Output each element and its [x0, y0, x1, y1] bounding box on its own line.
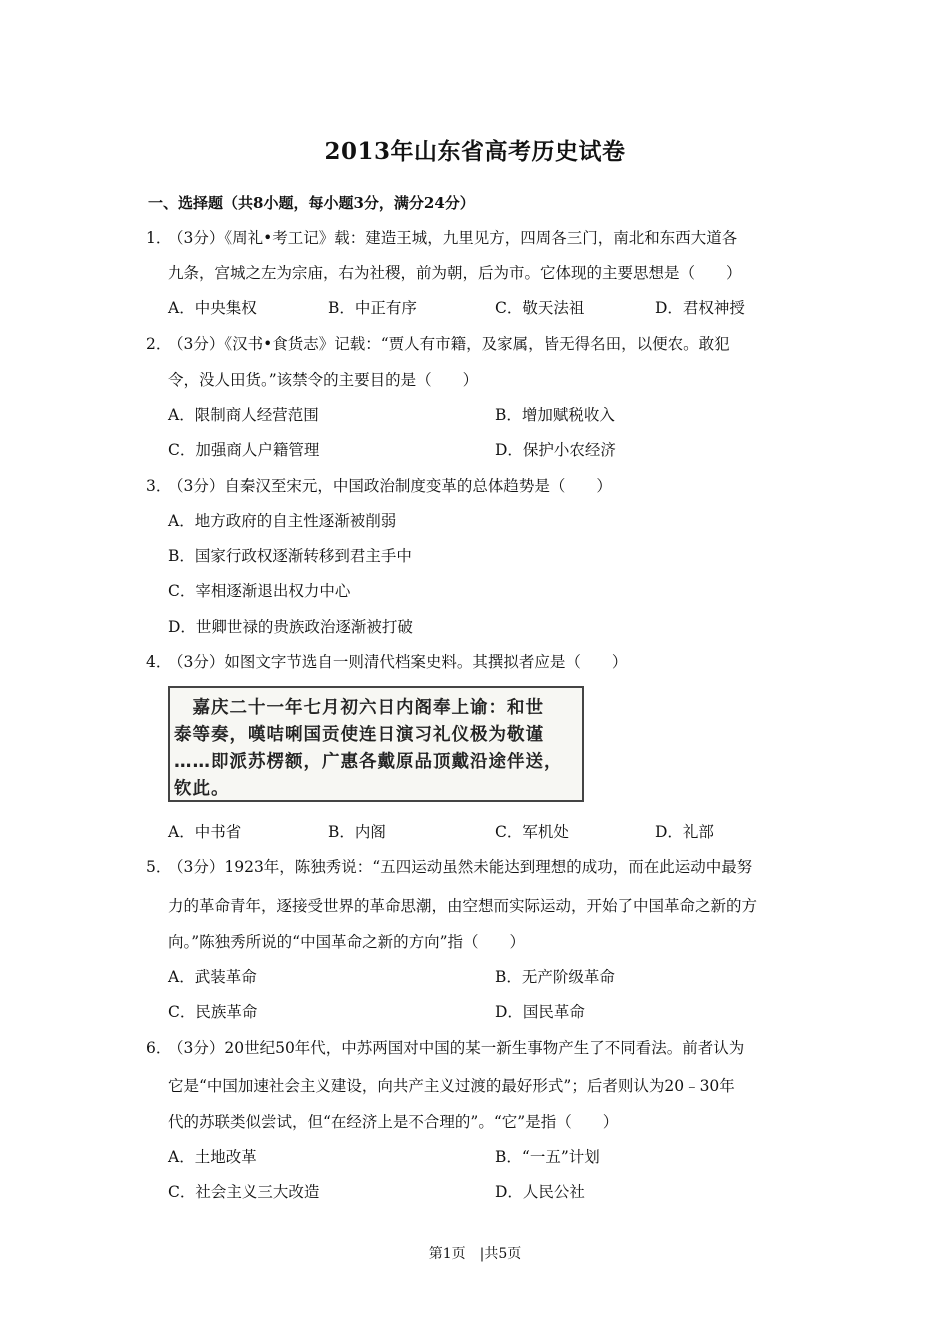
section-heading: 一、选择题（共8小题，每小题3分，满分24分）	[148, 194, 475, 212]
question-5-number: 5．	[146, 858, 172, 876]
question-5-option-d[interactable]: D．国民革命	[495, 1003, 585, 1021]
question-5-option-b[interactable]: B．无产阶级革命	[495, 968, 615, 986]
question-1-number: 1．	[146, 229, 172, 247]
question-6-text-line: 它是“中国加速社会主义建设，向共产主义过渡的最好形式”；后者则认为20﹣30年	[168, 1077, 735, 1095]
page-title: 2013年山东省高考历史试卷	[324, 138, 626, 165]
document-image-line: 钦此。	[174, 779, 230, 799]
question-3-number: 3．	[146, 477, 172, 495]
question-3-option-d[interactable]: D．世卿世禄的贵族政治逐渐被打破	[168, 618, 413, 636]
question-4-number: 4．	[146, 653, 172, 671]
question-3-option-c[interactable]: C．宰相逐渐退出权力中心	[168, 582, 351, 600]
question-2-option-c[interactable]: C．加强商人户籍管理	[168, 441, 320, 459]
question-5-option-c[interactable]: C．民族革命	[168, 1003, 258, 1021]
question-6-option-c[interactable]: C．社会主义三大改造	[168, 1183, 320, 1201]
question-4-option-d[interactable]: D．礼部	[655, 823, 714, 841]
question-1-option-d[interactable]: D．君权神授	[655, 299, 745, 317]
question-6-text-line: 代的苏联类似尝试，但“在经济上是不合理的”。“它”是指（ ）	[168, 1113, 619, 1131]
question-6-option-b[interactable]: B．“一五”计划	[495, 1148, 600, 1166]
question-6-option-d[interactable]: D．人民公社	[495, 1183, 585, 1201]
question-1-text-line: 九条，宫城之左为宗庙，右为社稷，前为朝，后为市。它体现的主要思想是（ ）	[168, 264, 742, 282]
question-1-option-c[interactable]: C．敬天法祖	[495, 299, 585, 317]
question-2-text-line: （3分）《汉书•食货志》记载：“贾人有市籍，及家属，皆无得名田，以便农。敢犯	[168, 335, 730, 353]
question-4-option-b[interactable]: B．内阁	[328, 823, 386, 841]
question-5-text-line: （3分）1923年，陈独秀说：“五四运动虽然未能达到理想的成功，而在此运动中最努	[168, 858, 753, 876]
question-2-text-line: 令，没人田货。”该禁令的主要目的是（ ）	[168, 371, 479, 389]
question-3-text-line: （3分）自秦汉至宋元，中国政治制度变革的总体趋势是（ ）	[168, 477, 612, 495]
document-image-line: ……即派苏楞额，广惠各戴原品顶戴沿途伴送，	[174, 752, 563, 772]
question-2-option-b[interactable]: B．增加赋税收入	[495, 406, 615, 424]
question-1-text-line: （3分）《周礼•考工记》载：建造王城，九里见方，四周各三门，南北和东西大道各	[168, 229, 738, 247]
question-3-option-b[interactable]: B．国家行政权逐渐转移到君主手中	[168, 547, 412, 565]
question-4-option-c[interactable]: C．军机处	[495, 823, 569, 841]
question-2-option-d[interactable]: D．保护小农经济	[495, 441, 616, 459]
question-5-option-a[interactable]: A．武装革命	[168, 968, 257, 986]
question-1-option-b[interactable]: B．中正有序	[328, 299, 417, 317]
question-2-option-a[interactable]: A．限制商人经营范围	[168, 406, 319, 424]
question-2-number: 2．	[146, 335, 172, 353]
question-4-text-line: （3分）如图文字节选自一则清代档案史料。其撰拟者应是（ ）	[168, 653, 628, 671]
archive-document-image	[168, 686, 584, 802]
question-5-text-line: 向。”陈独秀所说的“中国革命之新的方向”指（ ）	[168, 933, 526, 951]
question-3-option-a[interactable]: A．地方政府的自主性逐渐被削弱	[168, 512, 397, 530]
question-5-text-line: 力的革命青年，逐接受世界的革命思潮，由空想而实际运动，开始了中国革命之新的方	[168, 897, 758, 915]
question-6-text-line: （3分）20世纪50年代，中苏两国对中国的某一新生事物产生了不同看法。前者认为	[168, 1039, 745, 1057]
question-6-option-a[interactable]: A．土地改革	[168, 1148, 257, 1166]
question-4-option-a[interactable]: A．中书省	[168, 823, 242, 841]
page-footer: 第1页 |共5页	[428, 1246, 522, 1262]
question-6-number: 6．	[146, 1039, 172, 1057]
document-image-line: 泰等奏，嘆咭唎国贡使连日演习礼仪极为敬谨	[174, 725, 544, 745]
question-1-option-a[interactable]: A．中央集权	[168, 299, 257, 317]
document-image-line: 嘉庆二十一年七月初六日内阁奉上谕：和世	[174, 698, 544, 718]
